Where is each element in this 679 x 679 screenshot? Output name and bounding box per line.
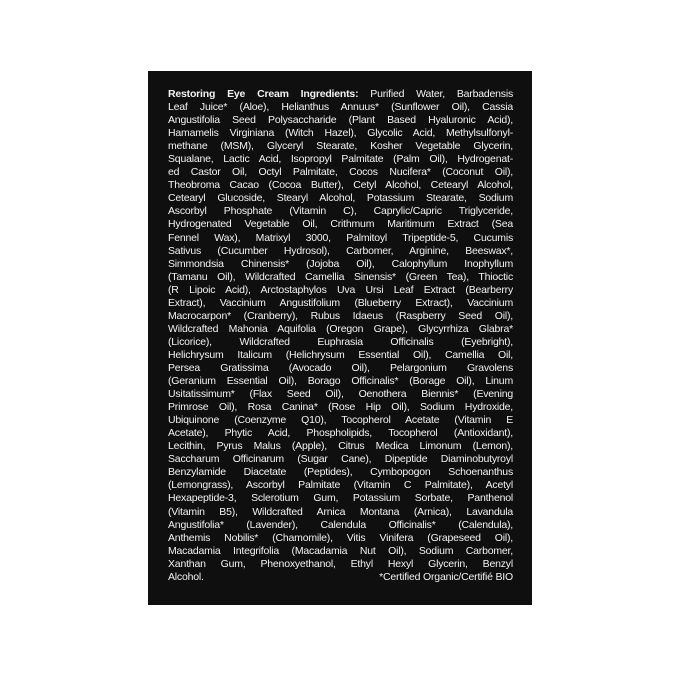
ingredients-line: Persea Gratissima (Avocado Oil), Pelargonium Gravolens [168,361,513,374]
ingredients-line: Angustifolia* (Lavender), Calendula Officinalis* (Calendula), [168,518,513,531]
certified-organic-note: *Certified Organic/Certifié BIO [379,570,513,583]
ingredients-body [168,101,513,571]
ingredients-line: Hamamelis Virginiana (Witch Hazel), Glycolic Acid, Methylsulfonyl- [168,127,513,140]
ingredients-line: Benzylamide Diacetate (Peptides), Cymbopogon Schoenanthus [168,466,513,479]
ingredients-line: Fennel Wax), Matrixyl 3000, Palmitoyl Tripeptide-5, Cucumis [168,231,513,244]
ingredients-line: Hexapeptide-3, Sclerotium Gum, Potassium Sorbate, Panthenol [168,492,513,505]
ingredients-line: Angustifolia Seed Polysaccharide (Plant Based Hyaluronic Acid), [168,114,513,127]
ingredients-line: Macrocarpon* (Cranberry), Rubus Idaeus (Raspberry Seed Oil), [168,309,513,322]
ingredients-line: Theobroma Cacao (Cocoa Butter), Cetyl Alcohol, Cetearyl Alcohol, [168,179,513,192]
ingredients-line: Sativus (Cucumber Hydrosol), Carbomer, Arginine, Beeswax*, [168,244,513,257]
ingredients-line: Squalane, Lactic Acid, Isopropyl Palmitate (Palm Oil), Hydrogenat- [168,153,513,166]
ingredients-line: (Tamanu Oil), Wildcrafted Camellia Sinensis* (Green Tea), Thioctic [168,270,513,283]
ingredients-line: Anthemis Nobilis* (Chamomile), Vitis Vinifera (Grapeseed Oil), [168,531,513,544]
ingredients-line: Hydrogenated Vegetable Oil, Crithmum Maritimum Extract (Sea [168,218,513,231]
ingredients-line: Saccharum Officinarum (Sugar Cane), Dipeptide Diaminobutyroyl [168,453,513,466]
ingredients-line: Simmondsia Chinensis* (Jojoba Oil), Calophyllum Inophyllum [168,257,513,270]
ingredients-heading: Restoring Eye Cream Ingredients: [168,88,359,100]
ingredients-line: Lecithin, Pyrus Malus (Apple), Citrus Medica Limonum (Lemon), [168,440,513,453]
ingredients-line: Xanthan Gum, Phenoxyethanol, Ethyl Hexyl Glycerin, Benzyl [168,557,513,570]
ingredients-line: Helichrysum Italicum (Helichrysum Essential Oil), Camellia Oil, [168,348,513,361]
ingredients-line: Ubiquinone (Coenzyme Q10), Tocopherol Acetate (Vitamin E [168,414,513,427]
ingredients-first-line [168,88,513,101]
ingredients-line: Leaf Juice* (Aloe), Helianthus Annuus* (Sunflower Oil), Cassia [168,101,513,114]
ingredients-label-panel [148,71,532,605]
ingredients-line: (Licorice), Wildcrafted Euphrasia Officinalis (Eyebright), [168,335,513,348]
ingredients-line: ed Castor Oil, Octyl Palmitate, Cocos Nucifera* (Coconut Oil), [168,166,513,179]
ingredients-line: (Geranium Essential Oil), Borago Officinalis* (Borage Oil), Linum [168,375,513,388]
ingredients-line: Acetate), Phytic Acid, Phospholipids, Tocopherol (Antioxidant), [168,427,513,440]
ingredients-line: Ascorbyl Phosphate (Vitamin C), Caprylic/Capric Triglyceride, [168,205,513,218]
ingredients-line: Extract), Vaccinium Angustifolium (Blueberry Extract), Vaccinium [168,296,513,309]
ingredients-line: Primrose Oil), Rosa Canina* (Rose Hip Oil), Sodium Hydroxide, [168,401,513,414]
ingredients-line: (Lemongrass), Ascorbyl Palmitate (Vitamin C Palmitate), Acetyl [168,479,513,492]
ingredients-line: Usitatissimum* (Flax Seed Oil), Oenothera Biennis* (Evening [168,388,513,401]
ingredients-footer-left: Alcohol. [168,570,204,583]
ingredients-line: Cetearyl Glucoside, Stearyl Alcohol, Potassium Stearate, Sodium [168,192,513,205]
ingredients-line: (Vitamin B5), Wildcrafted Arnica Montana (Arnica), Lavandula [168,505,513,518]
ingredients-line: methane (MSM), Glyceryl Stearate, Kosher Vegetable Glycerin, [168,140,513,153]
ingredients-line: (R Lipoic Acid), Arctostaphylos Uva Ursi Leaf Extract (Bearberry [168,283,513,296]
ingredients-line: Macadamia Integrifolia (Macadamia Nut Oil), Sodium Carbomer, [168,544,513,557]
ingredients-last-line [168,571,513,584]
ingredients-first-line-text: Purified Water, Barbadensis [370,88,513,100]
ingredients-line: Wildcrafted Mahonia Aquifolia (Oregon Grape), Glycyrrhiza Glabra* [168,322,513,335]
